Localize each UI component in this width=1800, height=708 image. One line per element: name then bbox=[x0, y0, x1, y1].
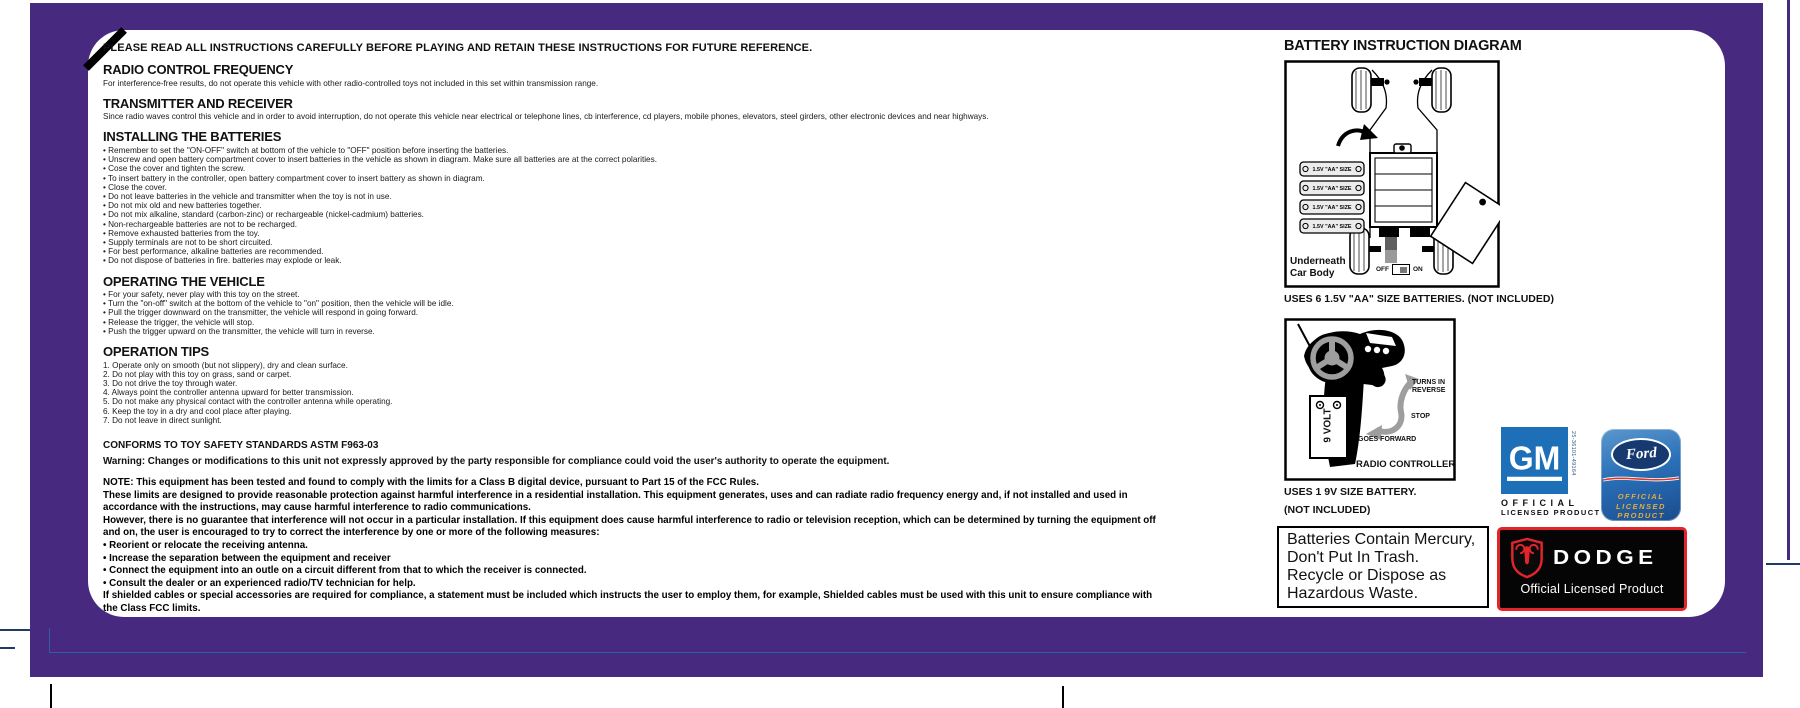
text-line: • Do not dispose of batteries in fire. batteries may explode or leak. bbox=[103, 256, 342, 266]
left-registration-mark bbox=[0, 647, 15, 649]
text-line: • Reorient or relocate the receiving antenna. bbox=[103, 539, 308, 551]
section-heading: OPERATING THE VEHICLE bbox=[103, 273, 265, 289]
nine-volt-caption: USES 1 9V SIZE BATTERY. bbox=[1284, 486, 1417, 498]
text-line: • Push the trigger upward on the transmitter, the vehicle will turn in reverse. bbox=[103, 326, 375, 336]
section-heading: OPERATION TIPS bbox=[103, 344, 210, 360]
stop-label: STOP bbox=[1411, 413, 1430, 420]
section-heading: RADIO CONTROL FREQUENCY bbox=[103, 62, 294, 77]
text-line: • Non-rechargeable batteries are not to be recharged. bbox=[103, 219, 298, 229]
text-line: • Connect the equipment into an outle on a circuit different from that to which the receiver is connected. bbox=[103, 565, 587, 577]
underneath-car-diagram bbox=[1284, 60, 1500, 288]
svg-text:1.5V "AA" SIZE: 1.5V "AA" SIZE bbox=[1312, 186, 1352, 193]
battery-diagram-title: BATTERY INSTRUCTION DIAGRAM bbox=[1284, 38, 1522, 54]
text-line: • To insert battery in the controller, open battery compartment cover to insert battery as shown in diagram. bbox=[103, 173, 485, 183]
svg-text:1.5V "AA" SIZE: 1.5V "AA" SIZE bbox=[1312, 167, 1352, 174]
car-underside-illustration bbox=[1284, 60, 1500, 288]
nine-volt-label: 9 VOLT bbox=[1322, 408, 1334, 443]
switch-slider-icon bbox=[1392, 264, 1410, 275]
dodge-tagline: Official Licensed Product bbox=[1520, 582, 1664, 596]
svg-text:1.5V "AA" SIZE: 1.5V "AA" SIZE bbox=[1312, 224, 1352, 231]
text-line: • Supply terminals are not to be short circuited. bbox=[103, 237, 273, 247]
gm-licensed-logo bbox=[1501, 427, 1601, 517]
text-line: • Close the cover. bbox=[103, 182, 167, 192]
text-line: • Do not leave batteries in the vehicle and transmitter when the toy is not in use. bbox=[103, 191, 392, 201]
text-line: Since radio waves control this vehicle and in order to avoid interruption, do not operate this vehicle near electrical or telephone lines, cb interference, cd players, mobile phones, elevators, steel girders, other electronic devices and near highways. bbox=[103, 112, 989, 122]
dodge-wordmark: DODGE bbox=[1553, 546, 1658, 569]
fcc-warning: Warning: Changes or modifications to this unit not expressly approved by the party responsible for compliance could void the user's authority to operate the equipment. bbox=[103, 455, 890, 467]
section-radio-control-frequency bbox=[103, 63, 1288, 88]
switch-on-label: ON bbox=[1413, 266, 1423, 273]
turns-in-reverse-label: TURNS IN REVERSE bbox=[1412, 379, 1446, 395]
ford-licensed-badge bbox=[1601, 429, 1681, 521]
instructions-column bbox=[103, 42, 1288, 616]
ford-oval-icon bbox=[1611, 438, 1671, 471]
text-line: Hazardous Waste. bbox=[1287, 585, 1419, 602]
text-line: • Remove exhausted batteries from the toy. bbox=[103, 228, 260, 238]
text-line: • Release the trigger, the vehicle will stop. bbox=[103, 317, 255, 327]
underneath-car-body-label bbox=[1290, 256, 1346, 280]
svg-text:1.5V "AA" SIZE: 1.5V "AA" SIZE bbox=[1312, 205, 1352, 212]
conforms-statement: CONFORMS TO TOY SAFETY STANDARDS ASTM F963-03 bbox=[103, 439, 379, 451]
text-line: • Do not mix alkaline, standard (carbon-zinc) or rechargeable (nickel-cadmium) batteries. bbox=[103, 210, 424, 220]
text-line: • Remember to set the "ON-OFF" switch at bottom of the vehicle to "OFF" position before inserting the batteries. bbox=[103, 145, 509, 155]
text-line: the Class FCC limits. bbox=[103, 602, 201, 614]
gm-serial-number: 25-36101-49164 bbox=[1570, 431, 1576, 476]
text-line: 1. Operate only on smooth (but not slippery), dry and clean surface. bbox=[103, 360, 348, 370]
bottom-crop-tick bbox=[50, 684, 52, 708]
text-line: These limits are designed to provide reasonable protection against harmful interference in a residential installation. This equipment generates, uses and can radiate radio frequency energy and, if not installed and used in bbox=[103, 489, 1128, 501]
text-line: NOTE: This equipment has been tested and found to comply with the limits for a Class B digital device, pursuant to Part 15 of the FCC Rules. bbox=[103, 476, 759, 488]
fold-line-horizontal bbox=[49, 652, 1746, 653]
document-title: PLEASE READ ALL INSTRUCTIONS CAREFULLY BEFORE PLAYING AND RETAIN THESE INSTRUCTIONS FOR FUTURE REFERENCE. bbox=[103, 42, 813, 54]
goes-forward-label: GOES FORWARD bbox=[1358, 436, 1417, 443]
right-registration-mark bbox=[1766, 563, 1800, 565]
text-line: Underneath bbox=[1290, 256, 1346, 267]
text-line: • Increase the separation between the equipment and receiver bbox=[103, 552, 391, 564]
text-line: Don't Put In Trash. bbox=[1287, 549, 1420, 566]
text-line: Batteries Contain Mercury, bbox=[1287, 531, 1476, 548]
fold-line-vertical bbox=[49, 628, 50, 653]
bottom-crop-tick bbox=[1062, 686, 1064, 708]
text-line: If shielded cables or special accessories are required for compliance, a statement must be included which instructs the user to employ them, for example, Shielded cables must be used with this unit to ensure compliance with bbox=[103, 590, 1153, 602]
text-line: However, there is no guarantee that interference will not occur in a particular installation. If this equipment does cause harmful interference to radio or television reception, which can be determined by turning the equipment off bbox=[103, 514, 1156, 526]
switch-off-label: OFF bbox=[1376, 266, 1389, 273]
aa-batteries-caption: USES 6 1.5V "AA" SIZE BATTERIES. (NOT INCLUDED) bbox=[1284, 293, 1554, 305]
section-transmitter-receiver bbox=[103, 97, 1288, 122]
ford-wordmark: Ford bbox=[1625, 444, 1657, 464]
text-line: • For your safety, never play with this toy on the street. bbox=[103, 290, 300, 300]
fcc-note-block bbox=[103, 477, 1288, 616]
section-operation-tips bbox=[103, 345, 1288, 425]
on-off-switch bbox=[1376, 264, 1423, 275]
ram-head-icon bbox=[1509, 537, 1545, 579]
text-line: • Turn the "on-off" switch at the bottom of the vehicle to "on" position, then the vehicle will be idle. bbox=[103, 299, 454, 309]
text-line: 3. Do not drive the toy through water. bbox=[103, 378, 238, 388]
section-installing-batteries bbox=[103, 130, 1288, 265]
section-body bbox=[103, 290, 1288, 336]
radio-controller-illustration bbox=[1284, 318, 1456, 481]
text-line: • Do not mix old and new batteries together. bbox=[103, 201, 262, 211]
section-heading: TRANSMITTER AND RECEIVER bbox=[103, 95, 293, 111]
mercury-warning-lines bbox=[1287, 531, 1479, 603]
text-line: 7. Do not leave in direct sunlight. bbox=[103, 415, 222, 425]
section-heading: INSTALLING THE BATTERIES bbox=[103, 129, 282, 145]
text-line: • For best performance, alkaline batteries are recommended. bbox=[103, 247, 324, 257]
text-line: • Consult the dealer or an experienced radio/TV technician for help. bbox=[103, 577, 416, 589]
text-line: and on, the user is encouraged to try to correct the interference by one or more of the following measures: bbox=[103, 527, 600, 539]
section-body bbox=[103, 112, 1288, 121]
ford-licensed-text: OFFICIAL LICENSED PRODUCT bbox=[1616, 492, 1666, 520]
not-included-caption: (NOT INCLUDED) bbox=[1284, 504, 1371, 516]
radio-controller-diagram bbox=[1284, 318, 1456, 481]
text-line: For interference-free results, do not operate this vehicle with other radio-controlled toys not included in this set within transmission range. bbox=[103, 78, 599, 88]
gm-licensed-label: LICENSED PRODUCT bbox=[1501, 508, 1601, 517]
text-line: Car Body bbox=[1290, 268, 1335, 279]
section-operating-vehicle bbox=[103, 275, 1288, 337]
section-body bbox=[103, 361, 1288, 425]
text-line: • Pull the trigger downward on the transmitter, the vehicle will respond in going forward. bbox=[103, 308, 419, 318]
text-line: accordance with the instructions, may cause harmful interference to radio communications. bbox=[103, 502, 531, 514]
left-registration-mark bbox=[0, 629, 30, 631]
gm-official-label: OFFICIAL bbox=[1501, 498, 1579, 508]
dodge-licensed-badge bbox=[1497, 527, 1687, 611]
mercury-warning-box bbox=[1277, 526, 1489, 608]
steering-wheel-icon bbox=[1307, 333, 1357, 383]
text-line: • Cose the cover and tighten the screw. bbox=[103, 164, 246, 174]
radio-controller-label: RADIO CONTROLLER bbox=[1356, 459, 1456, 470]
gm-monogram: GM bbox=[1507, 441, 1563, 481]
text-line: Recycle or Dispose as bbox=[1287, 567, 1447, 584]
text-line: 2. Do not play with this toy on grass, sand or carpet. bbox=[103, 369, 292, 379]
text-line: 5. Do not make any physical contact with the controller antenna while operating. bbox=[103, 397, 393, 407]
section-body bbox=[103, 146, 1288, 266]
text-line: 6. Keep the toy in a dry and cool place after playing. bbox=[103, 406, 292, 416]
ford-swoosh-icon bbox=[1601, 474, 1681, 484]
right-edge-purple-line bbox=[1787, 0, 1790, 560]
gm-logo-icon bbox=[1501, 427, 1576, 494]
text-line: 4. Always point the controller antenna upward for better transmission. bbox=[103, 388, 354, 398]
text-line: • Unscrew and open battery compartment cover to insert batteries in the vehicle as shown in diagram. Make sure all batteries are at the correct polarities. bbox=[103, 155, 657, 165]
section-body bbox=[103, 79, 1288, 88]
